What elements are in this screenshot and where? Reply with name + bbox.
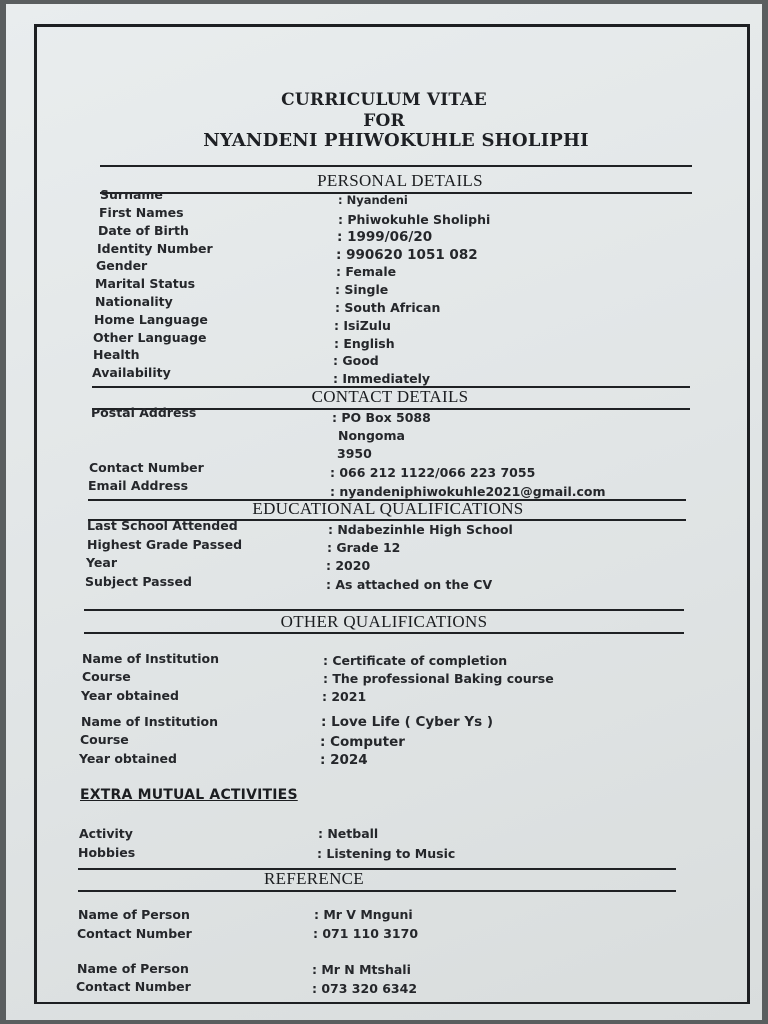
education-value: : As attached on the CV bbox=[326, 577, 493, 592]
personal-value: : Single bbox=[335, 282, 389, 297]
extra-label: Activity bbox=[79, 826, 133, 841]
title-line-1: CURRICULUM VITAE bbox=[281, 90, 487, 110]
reference-value: : Mr V Mnguni bbox=[314, 907, 413, 922]
postal-address-line: Nongoma bbox=[338, 428, 405, 443]
personal-label: Surname bbox=[100, 187, 163, 202]
rule bbox=[78, 890, 676, 892]
other-value: : The professional Baking course bbox=[323, 671, 554, 686]
reference-value: : 071 110 3170 bbox=[313, 926, 419, 941]
postal-address-line: 3950 bbox=[337, 446, 372, 461]
reference-value: : 073 320 6342 bbox=[312, 981, 418, 996]
email-address-label: Email Address bbox=[88, 478, 189, 493]
other-label: Year obtained bbox=[79, 751, 177, 766]
education-value: : Ndabezinhle High School bbox=[328, 522, 513, 537]
other-value: : Love Life ( Cyber Ys ) bbox=[321, 714, 494, 730]
personal-label: Identity Number bbox=[97, 241, 213, 256]
reference-label: Contact Number bbox=[76, 979, 191, 994]
email-address-value: : nyandeniphiwokuhle2021@gmail.com bbox=[330, 484, 606, 499]
other-label: Course bbox=[80, 732, 129, 747]
other-label: Course bbox=[82, 669, 131, 684]
section-education-heading: EDUCATIONAL QUALIFICATIONS bbox=[252, 499, 524, 518]
other-value: : 2024 bbox=[320, 752, 368, 768]
section-reference-heading: REFERENCE bbox=[264, 869, 364, 888]
personal-value: : Immediately bbox=[333, 371, 431, 386]
personal-value: : IsiZulu bbox=[334, 318, 391, 333]
rule bbox=[84, 632, 684, 634]
personal-label: Nationality bbox=[95, 294, 173, 309]
title-line-3: NYANDENI PHIWOKUHLE SHOLIPHI bbox=[203, 130, 589, 151]
section-extra-heading: EXTRA MUTUAL ACTIVITIES bbox=[80, 787, 298, 803]
other-value: : 2021 bbox=[322, 689, 367, 704]
personal-value: : South African bbox=[335, 300, 441, 315]
education-label: Subject Passed bbox=[85, 574, 192, 589]
extra-value: : Netball bbox=[318, 826, 379, 841]
personal-value: : Female bbox=[336, 264, 397, 279]
education-label: Last School Attended bbox=[87, 518, 238, 533]
personal-label: Home Language bbox=[94, 312, 208, 327]
title-line-2: FOR bbox=[363, 111, 405, 131]
education-label: Year bbox=[86, 555, 117, 570]
other-label: Name of Institution bbox=[82, 651, 219, 666]
section-other-heading: OTHER QUALIFICATIONS bbox=[280, 612, 488, 631]
personal-value: : 990620 1051 082 bbox=[336, 247, 478, 263]
contact-number-value: : 066 212 1122/066 223 7055 bbox=[330, 465, 536, 480]
education-value: : Grade 12 bbox=[327, 540, 401, 555]
extra-value: : Listening to Music bbox=[317, 846, 456, 861]
personal-value: : English bbox=[334, 336, 395, 351]
other-label: Year obtained bbox=[81, 688, 179, 703]
other-value: : Certificate of completion bbox=[323, 653, 508, 668]
personal-value: : Nyandeni bbox=[338, 193, 408, 207]
personal-label: First Names bbox=[99, 205, 184, 220]
section-personal-heading: PERSONAL DETAILS bbox=[317, 171, 483, 190]
personal-label: Other Language bbox=[93, 330, 207, 345]
extra-label: Hobbies bbox=[78, 845, 136, 860]
personal-label: Availability bbox=[92, 365, 171, 380]
reference-value: : Mr N Mtshali bbox=[312, 962, 411, 977]
reference-label: Name of Person bbox=[77, 961, 189, 976]
personal-label: Marital Status bbox=[95, 276, 196, 291]
education-label: Highest Grade Passed bbox=[87, 537, 243, 552]
section-contact-heading: CONTACT DETAILS bbox=[311, 387, 469, 406]
postal-address-line: : PO Box 5088 bbox=[332, 410, 431, 425]
personal-label: Date of Birth bbox=[98, 223, 189, 238]
personal-value: : 1999/06/20 bbox=[337, 229, 433, 245]
rule bbox=[84, 609, 684, 611]
education-value: : 2020 bbox=[326, 558, 371, 573]
other-value: : Computer bbox=[320, 734, 405, 750]
reference-label: Contact Number bbox=[77, 926, 192, 941]
contact-number-label: Contact Number bbox=[89, 460, 204, 475]
personal-label: Gender bbox=[96, 258, 148, 273]
postal-address-label: Postal Address bbox=[91, 405, 197, 420]
personal-label: Health bbox=[93, 347, 140, 362]
reference-label: Name of Person bbox=[78, 907, 190, 922]
other-label: Name of Institution bbox=[81, 714, 218, 729]
personal-value: : Phiwokuhle Sholiphi bbox=[338, 212, 491, 227]
personal-value: : Good bbox=[333, 353, 379, 368]
rule bbox=[100, 165, 692, 167]
